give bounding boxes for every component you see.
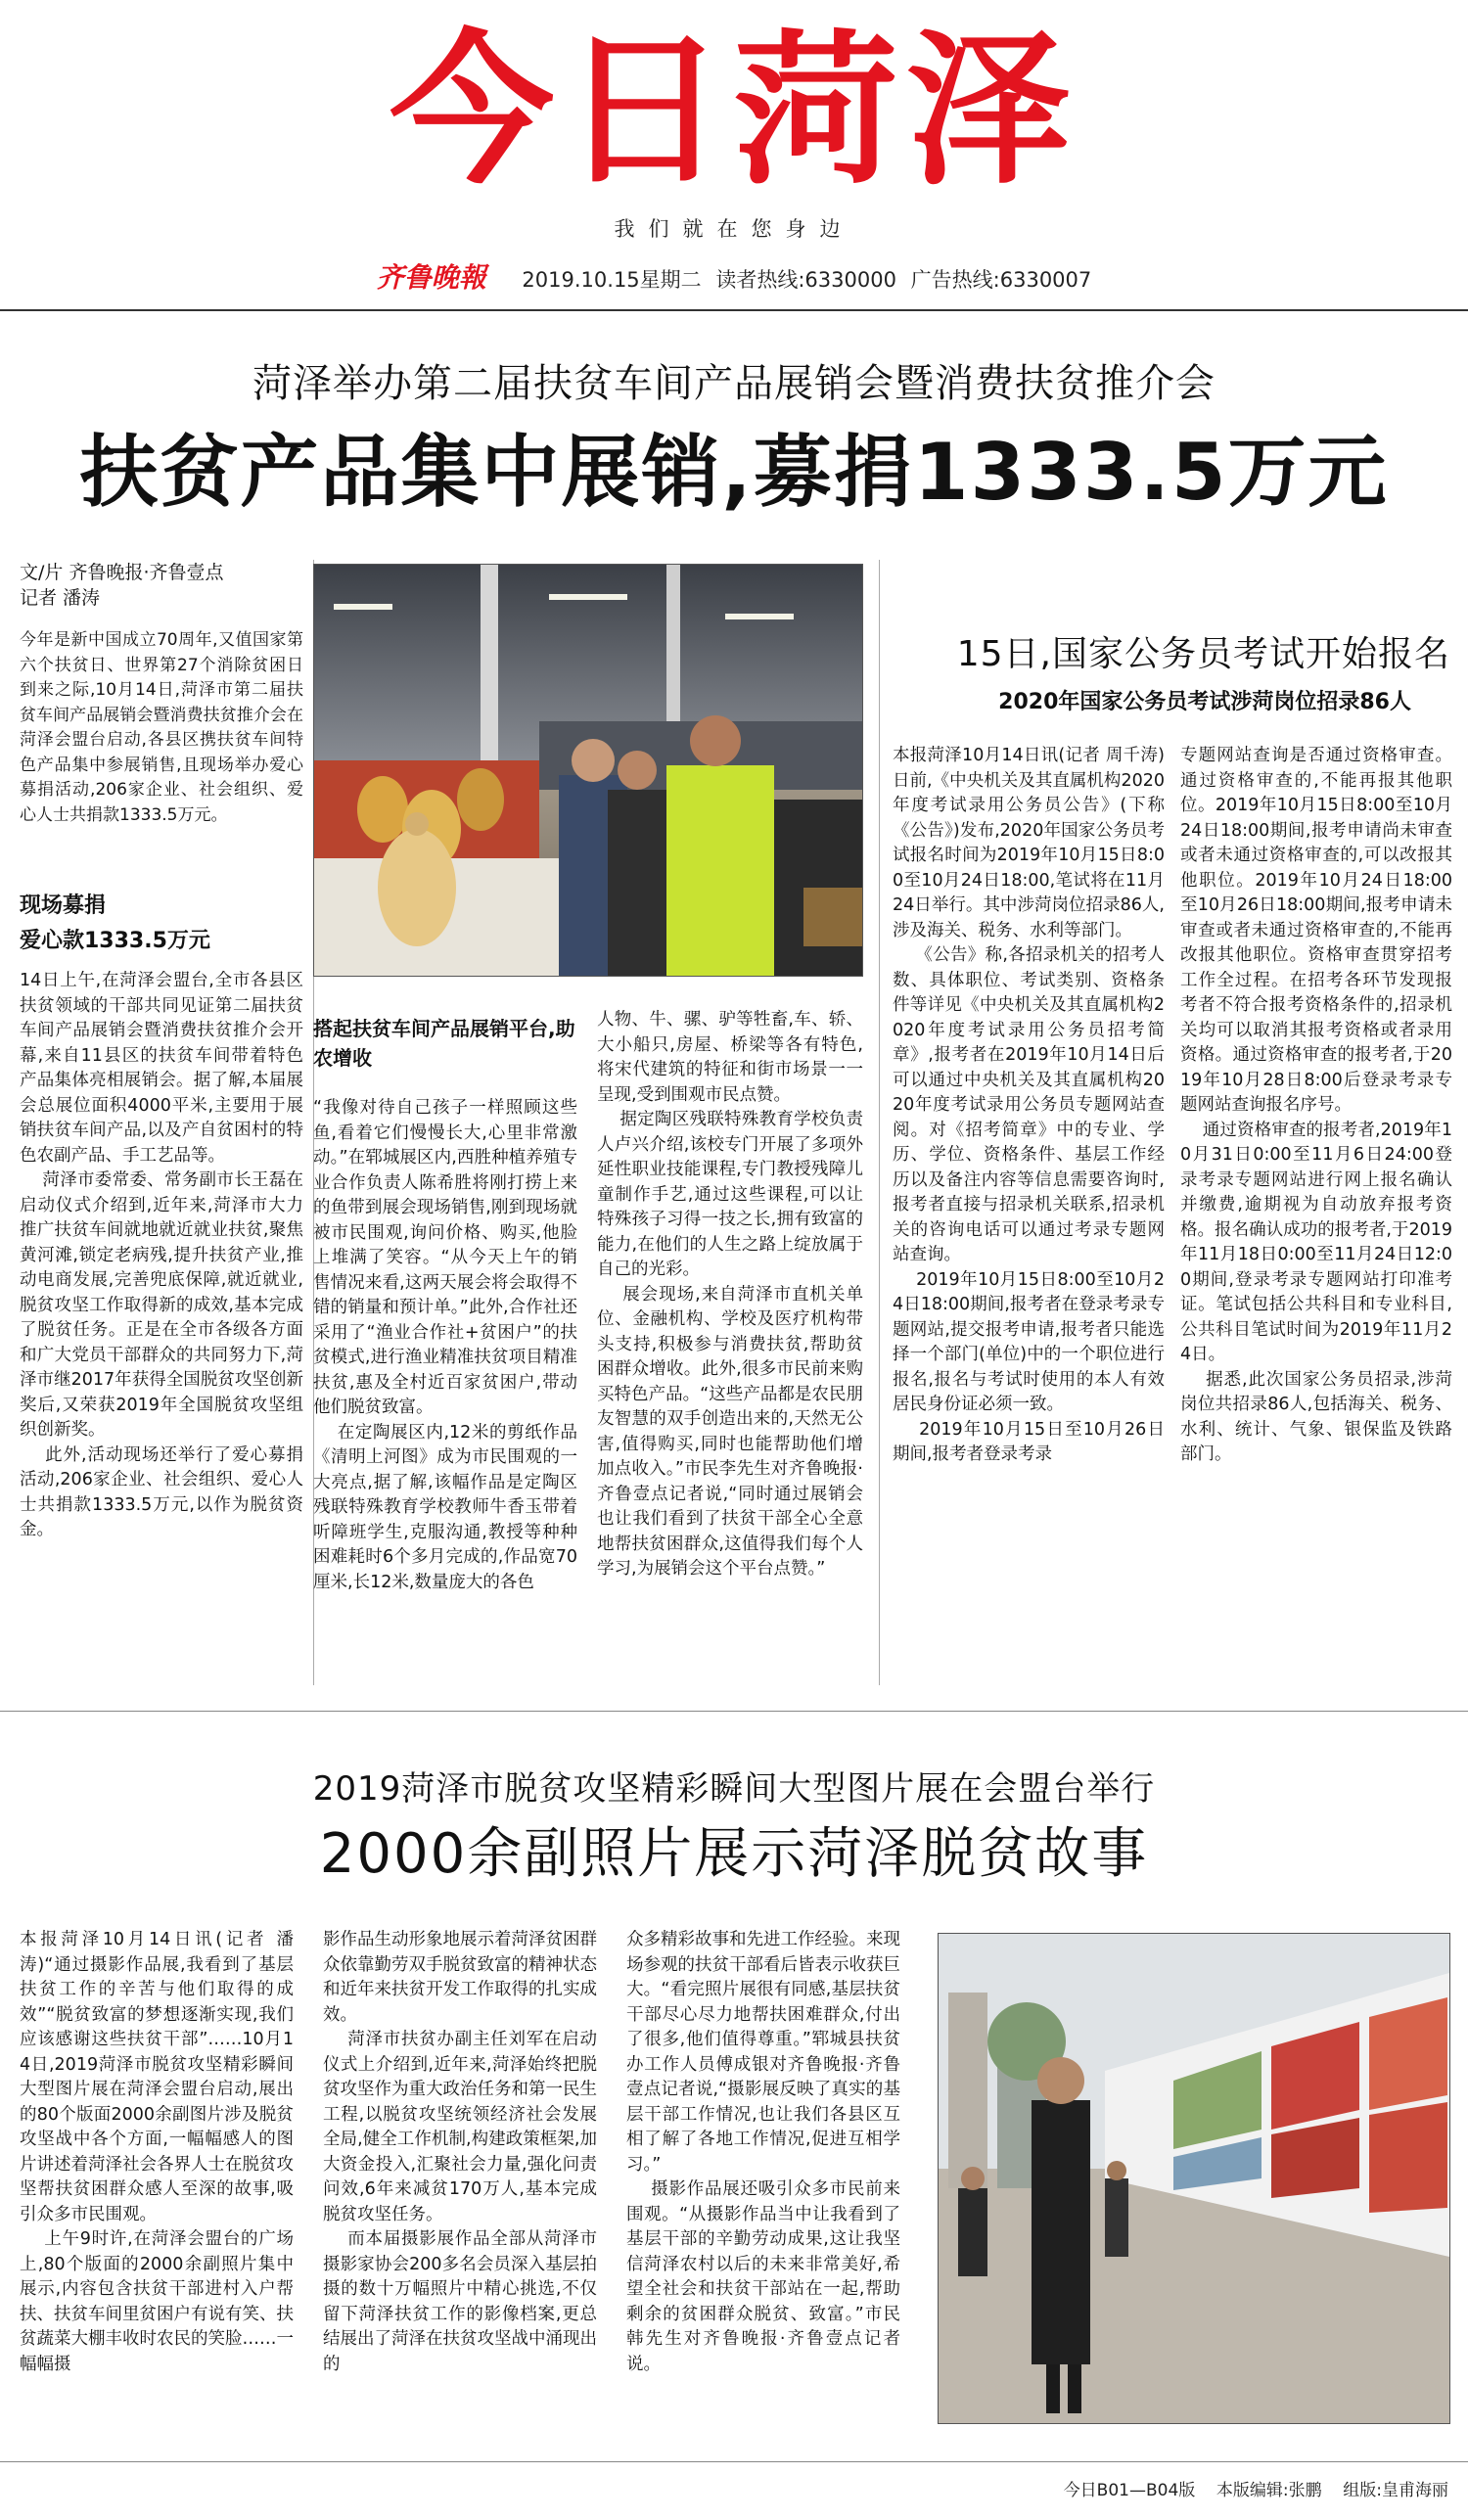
brand-logo: 齐鲁晚報: [376, 261, 486, 294]
page-footer: [1064, 2476, 1448, 2500]
footer-divider: [0, 2461, 1468, 2462]
photo-exhibition-photo: [938, 1933, 1450, 2424]
story1-column-3: 人物、牛、骡、驴等牲畜,车、轿、大小船只,房屋、桥梁等各有特色,将宋代建筑的特征和街市场景一一呈现,受到围观市民点赞。 据定陶区残联特殊教育学校负责人卢兴介绍,该校专门开展了多项外延性职业技能课程,专门教授残障儿童制作手艺,通过这些课程,可以让特殊孩子习得一技之长,拥有致富的能力,在他们的人生之路上绽放属于自己的光彩。 展会现场,来自菏泽市直机关单位、金融机构、学校及医疗机构带头支持,积极参与消费扶贫,帮助贫困群众增收。此外,很多市民前来购买特色产品。“这些产品都是农民朋友智慧的双手创造出来的,天然无公害,值得购买,同时也能帮助他们增加点收入。”市民李先生对齐鲁晚报·齐鲁壹点记者说,“同时通过展销会也让我们看到了扶贫干部全心全意地帮扶贫困群众,这值得我们每个人学习,为展销会这个平台点赞。”: [597, 1010, 863, 1579]
story1-subhead-donation: 现场募捐: [20, 893, 107, 918]
exhibition-hall-photo: [313, 564, 863, 977]
story1-byline: [20, 560, 303, 611]
story3-column-1: 本报菏泽10月14日讯(记者 潘涛)“通过摄影作品展,我看到了基层扶贫工作的辛苦与他们取得的成效”“脱贫致富的梦想逐渐实现,我们应该感谢这些扶贫干部”……10月14日,2019菏泽市脱贫攻坚精彩瞬间大型图片展在菏泽会盟台启动,展出的80个版面2000余副图片涉及脱贫攻坚战中各个方面,一幅幅感人的图片讲述着菏泽社会各界人士在脱贫攻坚帮扶贫困群众感人至深的故事,吸引众多市民围观。 上午9时许,在菏泽会盟台的广场上,80个版面的2000余副照片集中展示,内容包含扶贫干部进村入户帮扶、扶贫车间里贫困户有说有笑、扶贫蔬菜大棚丰收时农民的笑脸……一幅幅摄: [20, 1930, 294, 2374]
story1-byline-reporter: 记者 潘涛: [20, 587, 101, 609]
footer-proofreader: 组版:皇甫海丽: [1343, 2481, 1448, 2500]
section-divider: [0, 1711, 1468, 1712]
story1-column-1: 14日上午,在菏泽会盟台,全市各县区扶贫领域的干部共同见证第二届扶贫车间产品展销会暨消费扶贫推介会开幕,来自11县区的扶贫车间带着特色产品集体亮相展销会。据了解,本届展会总展位面积4000平米,主要用于展销扶贫车间产品,以及产自贫困村的特色农副产品、手工艺品等。 菏泽市委常委、常务副市长王磊在启动仪式介绍到,近年来,菏泽市大力推广扶贫车间就地就近就业扶贫,聚焦黄河滩,锁定老病残,提升扶贫产业,推动电商发展,完善兜底保障,就近就业,脱贫攻坚工作取得新的成效,基本完成了脱贫任务。正是在全市各级各方面和广大党员干部群众的共同努力下,菏泽市继2017年获得全国脱贫攻坚创新奖后,又荣获2019年全国脱贫攻坚组织创新奖。 此外,活动现场还举行了爱心募捐活动,206家企业、社会组织、爱心人士共捐款1333.5万元,以作为脱贫资金。: [20, 971, 303, 1539]
footer-editor: 本版编辑:张鹏: [1216, 2481, 1322, 2500]
story1-column-2: “我像对待自己孩子一样照顾这些鱼,看着它们慢慢长大,心里非常激动。”在郓城展区内,西胜种植养殖专业合作负责人陈希胜将刚打捞上来的鱼带到展会现场销售,刚到现场就被市民围观,询问价格、购买,他脸上堆满了笑容。“从今天上午的销售情况来看,这两天展会将会取得不错的销量和预计单。”此外,合作社还采用了“渔业合作社+贫困户”的扶贫模式,进行渔业精准扶贫项目精准扶贫,惠及全村近百家贫困户,带动他们脱贫致富。 在定陶展区内,12米的剪纸作品《清明上河图》成为市民围观的一大亮点,据了解,该幅作品是定陶区残联特殊教育学校教师牛香玉带着听障班学生,克服沟通,教授等种种困难耗时6个多月完成的,作品宽70厘米,长12米,数量庞大的各色: [313, 1098, 577, 1592]
story3-headline: 2000余副照片展示菏泽脱贫故事: [319, 1822, 1149, 1886]
story1-lead: 今年是新中国成立70周年,又值国家第六个扶贫日、世界第27个消除贫困日到来之际,10月14日,菏泽市第二届扶贫车间产品展销会暨消费扶贫推介会在菏泽会盟台启动,各县区携扶贫车间特色产品集中参展销售,且现场举办爱心募捐活动,206家企业、社会组织、爱心人士共捐款1333.5万元。: [20, 630, 303, 825]
masthead-dateline: [0, 256, 1468, 296]
reader-hotline: 读者热线:6330000: [715, 268, 896, 292]
column-divider: [879, 560, 880, 1685]
masthead-title: 今日菏泽: [390, 15, 1078, 206]
story2-column-1: 本报菏泽10月14日讯(记者 周千涛)日前,《中央机关及其直属机构2020年度考试录用公务员公告》(下称《公告》)发布,2020年国家公务员考试报名时间为2019年10月15日8:00至10月24日18:00,笔试将在11月24日举行。其中涉菏岗位招录86人,涉及海关、税务、水利等部门。 《公告》称,各招录机关的招考人数、具体职位、考试类别、资格条件等详见《中央机关及其直属机构2020年度考试录用公务员招考简章》,报考者在2019年10月14日后可以通过中央机关及其直属机构2020年度考试录用公务员专题网站查阅。对《招考简章》中的专业、学历、学位、资格条件、基层工作经历以及备注内容等信息需要咨询时,报考者直接与招录机关联系,招录机关的咨询电话可以通过考录专题网站查询。 2019年10月15日8:00至10月24日18:00期间,报考者在登录考录专题网站,提交报考申请,报考者只能选择一个部门(单位)中的一个职位进行报名,报名与考试时使用的本人有效居民身份证必须一致。 2019年10月15日至10月26日期间,报考者登录考录: [893, 746, 1165, 1464]
story2-kicker: 15日,国家公务员考试开始报名: [956, 634, 1450, 674]
story2-subtitle: 2020年国家公务员考试涉菏岗位招录86人: [998, 690, 1411, 714]
story2-column-2: 专题网站查询是否通过资格审查。通过资格审查的,不能再报其他职位。2019年10月15日8:00至10月24日18:00期间,报考申请尚未审查或者未通过资格审查的,可以改报其他职位。2019年10月24日18:00至10月26日18:00期间,报考申请未审查或者未通过资格审查的,不能再改报其他职位。资格审查贯穿招考工作全过程。在招考各环节发现报考者不符合报考资格条件的,招录机关均可以取消其报考资格或者录用资格。通过资格审查的报考者,于2019年10月28日8:00后登录考录专题网站查询报名序号。 通过资格审查的报考者,2019年10月31日0:00至11月6日24:00登录考录专题网站进行网上报名确认并缴费,逾期视为自动放弃报考资格。报名确认成功的报考者,于2019年11月18日0:00至11月24日12:00期间,登录考录专题网站打印准考证。笔试包括公共科目和专业科目,公共科目笔试时间为2019年11月24日。 据悉,此次国家公务员招录,涉菏岗位共招录86人,包括海关、税务、水利、统计、气象、银保监及铁路部门。: [1180, 746, 1452, 1464]
story3-column-2: 影作品生动形象地展示着菏泽贫困群众依靠勤劳双手脱贫致富的精神状态和近年来扶贫开发工作取得的扎实成效。 菏泽市扶贫办副主任刘军在启动仪式上介绍到,近年来,菏泽始终把脱贫攻坚作为重大政治任务和第一民生工程,以脱贫攻坚统领经济社会发展全局,健全工作机制,构建政策框架,加大资金投入,汇聚社会力量,强化问责问效,6年来减贫170万人,基本完成脱贫攻坚任务。 而本届摄影展作品全部从菏泽市摄影家协会200多名会员深入基层拍摄的数十万幅照片中精心挑选,不仅留下菏泽扶贫工作的影像档案,更总结展出了菏泽在扶贫攻坚战中涌现出的: [323, 1930, 597, 2374]
masthead-divider: [0, 309, 1468, 311]
story1-byline-author: 文/片 齐鲁晚报·齐鲁壹点: [20, 562, 224, 583]
story1-headline: 扶贫产品集中展销,募捐1333.5万元: [79, 427, 1389, 518]
footer-pages: 今日B01—B04版: [1063, 2481, 1196, 2500]
masthead-slogan: 我们就在您身边: [614, 217, 854, 241]
issue-date: 2019.10.15星期二: [522, 268, 702, 292]
story1-subhead-donation-amount: 爱心款1333.5万元: [20, 929, 210, 953]
story1-subhead-platform: 搭起扶贫车间产品展销平台,助农增收: [313, 1017, 575, 1070]
photo-exhibition-illustration: [939, 1934, 1449, 2423]
exhibition-hall-illustration: [314, 565, 862, 976]
ad-hotline: 广告热线:6330007: [910, 268, 1092, 292]
story3-column-3: 众多精彩故事和先进工作经验。来现场参观的扶贫干部看后皆表示收获巨大。“看完照片展很有同感,基层扶贫干部尽心尽力地帮扶困难群众,付出了很多,他们值得尊重。”郓城县扶贫办工作人员傅成银对齐鲁晚报·齐鲁壹点记者说,“摄影展反映了真实的基层干部工作情况,也让我们各县区互相了解了各地工作情况,促进互相学习。” 摄影作品展还吸引众多市民前来围观。“从摄影作品当中让我看到了基层干部的辛勤劳动成果,这让我坚信菏泽农村以后的未来非常美好,希望全社会和扶贫干部站在一起,帮助剩余的贫困群众脱贫、致富。”市民韩先生对齐鲁晚报·齐鲁壹点记者说。: [626, 1930, 900, 2374]
story1-kicker: 菏泽举办第二届扶贫车间产品展销会暨消费扶贫推介会: [252, 361, 1216, 406]
story3-kicker: 2019菏泽市脱贫攻坚精彩瞬间大型图片展在会盟台举行: [312, 1769, 1156, 1809]
